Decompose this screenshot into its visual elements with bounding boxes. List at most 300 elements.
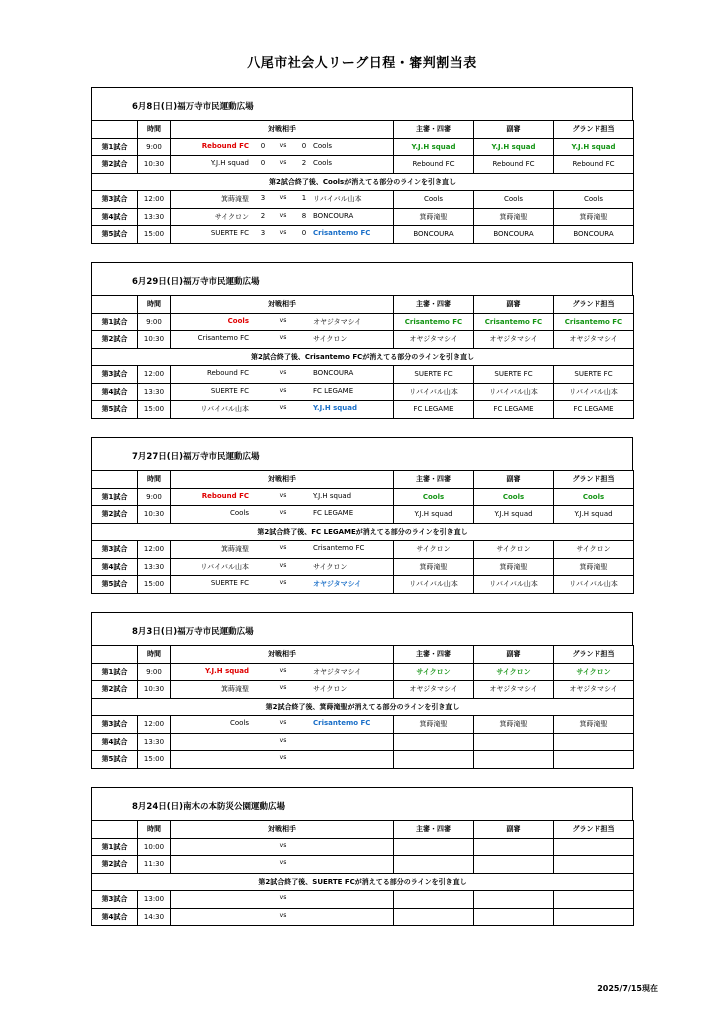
table-row bbox=[92, 663, 634, 681]
game-label: 第5試合 bbox=[92, 401, 138, 419]
vs-label: vs bbox=[279, 369, 287, 376]
team-away: Cools bbox=[313, 141, 333, 150]
schedule-table bbox=[91, 295, 634, 419]
header-row bbox=[92, 471, 634, 489]
ref-main: FC LEGAME bbox=[394, 401, 474, 419]
ref-main: リバイバル山本 bbox=[394, 576, 474, 594]
team-away: オヤジタマシイ bbox=[313, 317, 362, 326]
game-label: 第2試合 bbox=[92, 681, 138, 699]
match-cell bbox=[171, 733, 394, 751]
ref-sub: オヤジタマシイ bbox=[474, 681, 554, 699]
venue-title: 8月24日(日)南木の本防災公園運動広場 bbox=[132, 802, 286, 812]
ref-ground bbox=[554, 838, 634, 856]
page-title: 八尾市社会人リーグ日程・審判割当表 bbox=[247, 56, 477, 71]
score-home: 0 bbox=[260, 141, 266, 150]
header-time: 時間 bbox=[138, 121, 171, 139]
note-row bbox=[92, 873, 634, 891]
header-sub-ref: 副審 bbox=[474, 471, 554, 489]
header-match: 対戦相手 bbox=[171, 821, 394, 839]
match-cell bbox=[171, 191, 394, 209]
header-main-ref: 主審・四審 bbox=[394, 646, 474, 664]
header-match: 対戦相手 bbox=[171, 121, 394, 139]
table-row bbox=[92, 383, 634, 401]
venue-header bbox=[91, 87, 633, 120]
game-time: 10:30 bbox=[138, 506, 171, 524]
ref-main: SUERTE FC bbox=[394, 366, 474, 384]
team-away: オヤジタマシイ bbox=[313, 667, 362, 676]
game-time: 13:30 bbox=[138, 383, 171, 401]
ref-sub bbox=[474, 856, 554, 874]
game-label: 第1試合 bbox=[92, 663, 138, 681]
match-cell bbox=[171, 576, 394, 594]
team-home: Cools bbox=[229, 719, 249, 727]
score-away: 1 bbox=[301, 194, 307, 202]
vs-label: vs bbox=[279, 159, 287, 166]
vs-label: vs bbox=[279, 841, 287, 849]
team-home: Y.J.H squad bbox=[210, 159, 249, 167]
score-home: 0 bbox=[260, 159, 266, 167]
schedule-block bbox=[91, 612, 633, 769]
header-main-ref: 主審・四審 bbox=[394, 821, 474, 839]
ref-ground: Cools bbox=[554, 488, 634, 506]
vs-label: vs bbox=[279, 211, 287, 219]
match-cell bbox=[171, 366, 394, 384]
team-away: サイクロン bbox=[313, 335, 348, 343]
venue-header bbox=[91, 437, 633, 470]
game-time: 13:00 bbox=[138, 891, 171, 909]
team-home: サイクロン bbox=[214, 212, 249, 221]
ref-ground: Y.J.H squad bbox=[554, 138, 634, 156]
team-away: Crisantemo FC bbox=[313, 719, 371, 727]
note-row bbox=[92, 348, 634, 366]
team-away: リバイバル山本 bbox=[313, 195, 362, 203]
match-cell bbox=[171, 558, 394, 576]
table-row bbox=[92, 506, 634, 524]
team-home: Rebound FC bbox=[206, 369, 249, 377]
table-row bbox=[92, 331, 634, 349]
vs-label: vs bbox=[279, 684, 287, 691]
ref-sub bbox=[474, 751, 554, 769]
team-home: Crisantemo FC bbox=[197, 334, 249, 342]
table-row bbox=[92, 733, 634, 751]
ref-sub bbox=[474, 891, 554, 909]
game-time: 12:00 bbox=[138, 541, 171, 559]
game-time: 12:00 bbox=[138, 716, 171, 734]
game-time: 11:30 bbox=[138, 856, 171, 874]
game-label: 第4試合 bbox=[92, 383, 138, 401]
ref-ground: Rebound FC bbox=[554, 156, 634, 174]
ref-main: 箕蒔滝聖 bbox=[394, 716, 474, 734]
game-time: 10:30 bbox=[138, 331, 171, 349]
game-time: 12:00 bbox=[138, 366, 171, 384]
game-label: 第5試合 bbox=[92, 576, 138, 594]
ref-ground bbox=[554, 908, 634, 926]
ref-sub: Crisantemo FC bbox=[474, 313, 554, 331]
ref-main: リバイバル山本 bbox=[394, 383, 474, 401]
game-label: 第2試合 bbox=[92, 156, 138, 174]
game-label: 第1試合 bbox=[92, 488, 138, 506]
header-sub-ref: 副審 bbox=[474, 821, 554, 839]
ref-sub: 箕蒔滝聖 bbox=[474, 558, 554, 576]
game-time: 14:30 bbox=[138, 908, 171, 926]
score-home: 3 bbox=[260, 194, 266, 202]
header-row bbox=[92, 121, 634, 139]
ref-ground: オヤジタマシイ bbox=[554, 331, 634, 349]
header-ground: グランド担当 bbox=[554, 296, 634, 314]
ref-ground bbox=[554, 856, 634, 874]
note-text: 第2試合終了後、Coolsが消えてる部分のラインを引き直し bbox=[92, 173, 634, 191]
ref-main: Cools bbox=[394, 488, 474, 506]
match-cell bbox=[171, 331, 394, 349]
game-label: 第4試合 bbox=[92, 558, 138, 576]
vs-label: vs bbox=[279, 404, 287, 411]
table-row bbox=[92, 226, 634, 244]
table-row bbox=[92, 366, 634, 384]
ref-main: 箕蒔滝聖 bbox=[394, 208, 474, 226]
game-time: 9:00 bbox=[138, 488, 171, 506]
header-main-ref: 主審・四審 bbox=[394, 296, 474, 314]
schedule-block bbox=[91, 787, 633, 926]
ref-ground: 箕蒔滝聖 bbox=[554, 208, 634, 226]
vs-label: vs bbox=[279, 334, 287, 341]
ref-main: Crisantemo FC bbox=[394, 313, 474, 331]
header-main-ref: 主審・四審 bbox=[394, 471, 474, 489]
schedule-table bbox=[91, 645, 634, 769]
game-time: 13:30 bbox=[138, 733, 171, 751]
game-label: 第5試合 bbox=[92, 751, 138, 769]
score-away: 8 bbox=[301, 211, 307, 220]
ref-main: Cools bbox=[394, 191, 474, 209]
match-cell bbox=[171, 838, 394, 856]
schedule-block bbox=[91, 262, 633, 419]
team-home: Cools bbox=[227, 316, 249, 325]
match-cell bbox=[171, 908, 394, 926]
match-cell bbox=[171, 226, 394, 244]
match-cell bbox=[171, 383, 394, 401]
venue-header bbox=[91, 262, 633, 295]
team-home: SUERTE FC bbox=[210, 386, 249, 395]
venue-title: 6月29日(日)福万寺市民運動広場 bbox=[132, 277, 260, 287]
schedule-table bbox=[91, 470, 634, 594]
match-cell bbox=[171, 856, 394, 874]
ref-sub: Cools bbox=[474, 488, 554, 506]
ref-main: Y.J.H squad bbox=[394, 506, 474, 524]
note-text: 第2試合終了後、SUERTE FCが消えてる部分のラインを引き直し bbox=[92, 873, 634, 891]
table-row bbox=[92, 681, 634, 699]
team-away: Y.J.H squad bbox=[313, 491, 352, 500]
schedule-table bbox=[91, 120, 634, 244]
ref-ground: FC LEGAME bbox=[554, 401, 634, 419]
ref-sub: 箕蒔滝聖 bbox=[474, 716, 554, 734]
vs-label: vs bbox=[279, 859, 287, 866]
team-away: Crisantemo FC bbox=[313, 229, 371, 237]
ref-main: 箕蒔滝聖 bbox=[394, 558, 474, 576]
header-blank bbox=[92, 646, 138, 664]
table-row bbox=[92, 751, 634, 769]
ref-main bbox=[394, 856, 474, 874]
ref-ground: BONCOURA bbox=[554, 226, 634, 244]
team-away: Crisantemo FC bbox=[313, 544, 365, 552]
ref-main: BONCOURA bbox=[394, 226, 474, 244]
header-ground: グランド担当 bbox=[554, 821, 634, 839]
ref-ground: サイクロン bbox=[554, 663, 634, 681]
table-row bbox=[92, 558, 634, 576]
game-label: 第4試合 bbox=[92, 733, 138, 751]
header-match: 対戦相手 bbox=[171, 471, 394, 489]
ref-ground: 箕蒔滝聖 bbox=[554, 716, 634, 734]
ref-sub: Y.J.H squad bbox=[474, 138, 554, 156]
team-home: Y.J.H squad bbox=[204, 666, 249, 675]
game-time: 15:00 bbox=[138, 576, 171, 594]
ref-sub: Y.J.H squad bbox=[474, 506, 554, 524]
score-away: 0 bbox=[301, 141, 307, 150]
header-ground: グランド担当 bbox=[554, 121, 634, 139]
ref-main bbox=[394, 891, 474, 909]
game-label: 第1試合 bbox=[92, 138, 138, 156]
ref-ground: 箕蒔滝聖 bbox=[554, 558, 634, 576]
header-ground: グランド担当 bbox=[554, 471, 634, 489]
game-label: 第2試合 bbox=[92, 331, 138, 349]
team-home: Rebound FC bbox=[201, 141, 249, 150]
venue-title: 8月3日(日)福万寺市民運動広場 bbox=[132, 627, 254, 637]
match-cell bbox=[171, 751, 394, 769]
note-row bbox=[92, 173, 634, 191]
ref-ground: リバイバル山本 bbox=[554, 576, 634, 594]
game-time: 15:00 bbox=[138, 226, 171, 244]
game-label: 第1試合 bbox=[92, 313, 138, 331]
match-cell bbox=[171, 716, 394, 734]
team-away: Cools bbox=[313, 159, 333, 167]
ref-ground: オヤジタマシイ bbox=[554, 681, 634, 699]
game-label: 第3試合 bbox=[92, 366, 138, 384]
ref-main: サイクロン bbox=[394, 541, 474, 559]
ref-main: Y.J.H squad bbox=[394, 138, 474, 156]
table-row bbox=[92, 191, 634, 209]
header-ground: グランド担当 bbox=[554, 646, 634, 664]
note-text: 第2試合終了後、Crisantemo FCが消えてる部分のラインを引き直し bbox=[92, 348, 634, 366]
header-row bbox=[92, 821, 634, 839]
header-main-ref: 主審・四審 bbox=[394, 121, 474, 139]
table-row bbox=[92, 401, 634, 419]
schedule-block bbox=[91, 87, 633, 244]
header-match: 対戦相手 bbox=[171, 296, 394, 314]
team-away: BONCOURA bbox=[313, 369, 354, 377]
game-time: 10:30 bbox=[138, 681, 171, 699]
match-cell bbox=[171, 541, 394, 559]
ref-main bbox=[394, 908, 474, 926]
team-home: Cools bbox=[229, 509, 249, 517]
team-away: FC LEGAME bbox=[313, 386, 354, 395]
team-away: FC LEGAME bbox=[313, 509, 354, 517]
game-label: 第3試合 bbox=[92, 541, 138, 559]
vs-label: vs bbox=[279, 894, 287, 901]
note-text: 第2試合終了後、FC LEGAMEが消えてる部分のラインを引き直し bbox=[92, 523, 634, 541]
match-cell bbox=[171, 891, 394, 909]
score-home: 3 bbox=[260, 229, 266, 237]
team-home: 箕蒔滝聖 bbox=[221, 685, 249, 693]
schedule-block bbox=[91, 437, 633, 594]
game-label: 第4試合 bbox=[92, 908, 138, 926]
vs-label: vs bbox=[279, 509, 287, 516]
match-cell bbox=[171, 506, 394, 524]
ref-sub bbox=[474, 908, 554, 926]
match-cell bbox=[171, 138, 394, 156]
team-home: Rebound FC bbox=[201, 491, 249, 500]
match-cell bbox=[171, 401, 394, 419]
table-row bbox=[92, 891, 634, 909]
header-sub-ref: 副審 bbox=[474, 296, 554, 314]
table-row bbox=[92, 908, 634, 926]
ref-sub bbox=[474, 733, 554, 751]
table-row bbox=[92, 716, 634, 734]
game-time: 10:30 bbox=[138, 156, 171, 174]
header-time: 時間 bbox=[138, 646, 171, 664]
match-cell bbox=[171, 156, 394, 174]
game-label: 第5試合 bbox=[92, 226, 138, 244]
venue-header bbox=[91, 787, 633, 820]
table-row bbox=[92, 541, 634, 559]
ref-ground: Cools bbox=[554, 191, 634, 209]
game-time: 9:00 bbox=[138, 313, 171, 331]
header-blank bbox=[92, 471, 138, 489]
vs-label: vs bbox=[279, 754, 287, 761]
ref-sub: 箕蒔滝聖 bbox=[474, 208, 554, 226]
match-cell bbox=[171, 208, 394, 226]
vs-label: vs bbox=[279, 194, 287, 201]
vs-label: vs bbox=[279, 911, 287, 919]
team-home: 箕蒔滝聖 bbox=[221, 195, 249, 203]
vs-label: vs bbox=[279, 736, 287, 744]
ref-sub: サイクロン bbox=[474, 541, 554, 559]
match-cell bbox=[171, 488, 394, 506]
vs-label: vs bbox=[279, 229, 287, 236]
match-cell bbox=[171, 313, 394, 331]
game-time: 15:00 bbox=[138, 401, 171, 419]
venue-title: 7月27日(日)福万寺市民運動広場 bbox=[132, 452, 260, 462]
ref-ground bbox=[554, 891, 634, 909]
note-row bbox=[92, 698, 634, 716]
schedule-table bbox=[91, 820, 634, 926]
header-blank bbox=[92, 296, 138, 314]
table-row bbox=[92, 488, 634, 506]
ref-sub: SUERTE FC bbox=[474, 366, 554, 384]
table-row bbox=[92, 576, 634, 594]
header-blank bbox=[92, 121, 138, 139]
ref-ground: Crisantemo FC bbox=[554, 313, 634, 331]
game-time: 12:00 bbox=[138, 191, 171, 209]
ref-sub: リバイバル山本 bbox=[474, 383, 554, 401]
ref-sub: サイクロン bbox=[474, 663, 554, 681]
ref-main bbox=[394, 733, 474, 751]
game-time: 10:00 bbox=[138, 838, 171, 856]
header-sub-ref: 副審 bbox=[474, 121, 554, 139]
ref-sub: Cools bbox=[474, 191, 554, 209]
game-label: 第4試合 bbox=[92, 208, 138, 226]
game-label: 第2試合 bbox=[92, 856, 138, 874]
ref-ground bbox=[554, 751, 634, 769]
game-label: 第3試合 bbox=[92, 191, 138, 209]
ref-sub: オヤジタマシイ bbox=[474, 331, 554, 349]
vs-label: vs bbox=[279, 719, 287, 726]
game-time: 13:30 bbox=[138, 558, 171, 576]
vs-label: vs bbox=[279, 666, 287, 674]
game-label: 第3試合 bbox=[92, 891, 138, 909]
ref-ground bbox=[554, 733, 634, 751]
team-home: SUERTE FC bbox=[210, 579, 249, 587]
match-cell bbox=[171, 663, 394, 681]
ref-sub: リバイバル山本 bbox=[474, 576, 554, 594]
match-cell bbox=[171, 681, 394, 699]
header-time: 時間 bbox=[138, 471, 171, 489]
vs-label: vs bbox=[279, 316, 287, 324]
ref-main bbox=[394, 838, 474, 856]
header-row bbox=[92, 296, 634, 314]
ref-main: オヤジタマシイ bbox=[394, 681, 474, 699]
vs-label: vs bbox=[279, 141, 287, 149]
ref-ground: Y.J.H squad bbox=[554, 506, 634, 524]
header-blank bbox=[92, 821, 138, 839]
ref-sub: FC LEGAME bbox=[474, 401, 554, 419]
note-row bbox=[92, 523, 634, 541]
header-match: 対戦相手 bbox=[171, 646, 394, 664]
table-row bbox=[92, 156, 634, 174]
table-row bbox=[92, 208, 634, 226]
team-away: BONCOURA bbox=[313, 211, 354, 220]
team-away: オヤジタマシイ bbox=[313, 580, 362, 588]
header-row bbox=[92, 646, 634, 664]
game-time: 9:00 bbox=[138, 663, 171, 681]
game-label: 第3試合 bbox=[92, 716, 138, 734]
vs-label: vs bbox=[279, 491, 287, 499]
score-home: 2 bbox=[260, 211, 266, 220]
table-row bbox=[92, 838, 634, 856]
ref-main bbox=[394, 751, 474, 769]
team-home: リバイバル山本 bbox=[200, 562, 249, 571]
team-home: SUERTE FC bbox=[210, 229, 249, 237]
table-row bbox=[92, 313, 634, 331]
game-label: 第2試合 bbox=[92, 506, 138, 524]
ref-main: オヤジタマシイ bbox=[394, 331, 474, 349]
team-away: Y.J.H squad bbox=[313, 404, 358, 412]
game-label: 第1試合 bbox=[92, 838, 138, 856]
ref-main: サイクロン bbox=[394, 663, 474, 681]
updated-date: 2025/7/15現在 bbox=[597, 984, 658, 993]
vs-label: vs bbox=[279, 544, 287, 551]
score-away: 0 bbox=[301, 229, 307, 237]
score-away: 2 bbox=[301, 159, 307, 167]
game-time: 13:30 bbox=[138, 208, 171, 226]
team-away: サイクロン bbox=[313, 685, 348, 693]
venue-header bbox=[91, 612, 633, 645]
header-time: 時間 bbox=[138, 821, 171, 839]
table-row bbox=[92, 138, 634, 156]
game-time: 9:00 bbox=[138, 138, 171, 156]
team-away: サイクロン bbox=[313, 562, 348, 571]
vs-label: vs bbox=[279, 561, 287, 569]
vs-label: vs bbox=[279, 579, 287, 586]
ref-sub bbox=[474, 838, 554, 856]
ref-ground: サイクロン bbox=[554, 541, 634, 559]
ref-sub: BONCOURA bbox=[474, 226, 554, 244]
team-home: 箕蒔滝聖 bbox=[221, 545, 249, 553]
ref-main: Rebound FC bbox=[394, 156, 474, 174]
ref-sub: Rebound FC bbox=[474, 156, 554, 174]
table-row bbox=[92, 856, 634, 874]
game-time: 15:00 bbox=[138, 751, 171, 769]
ref-ground: リバイバル山本 bbox=[554, 383, 634, 401]
note-text: 第2試合終了後、箕蒔滝聖が消えてる部分のラインを引き直し bbox=[92, 698, 634, 716]
team-home: リバイバル山本 bbox=[200, 405, 249, 413]
